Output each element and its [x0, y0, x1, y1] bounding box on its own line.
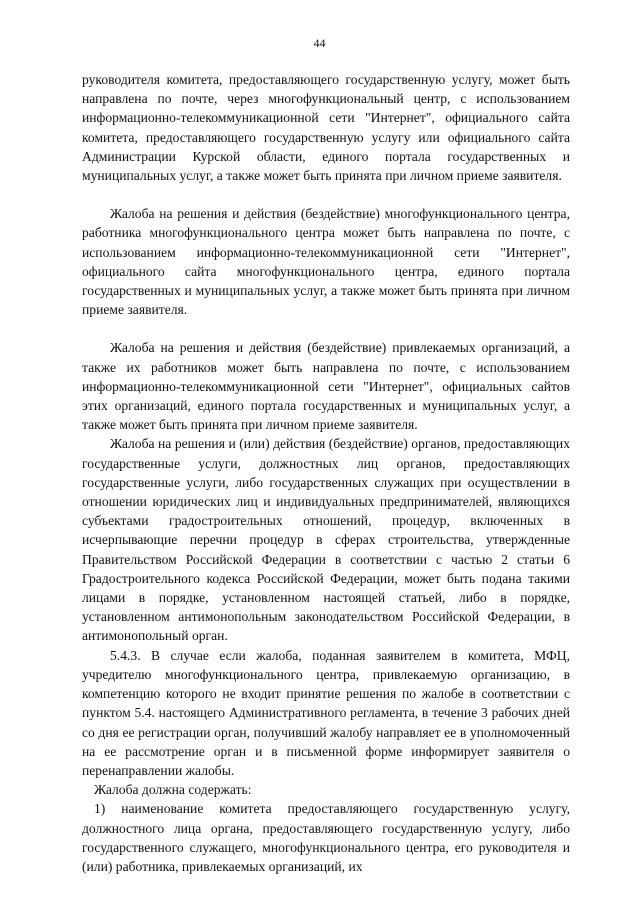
- paragraph-complaint-contents: Жалоба должна содержать:: [94, 782, 252, 798]
- page-number: 44: [313, 36, 326, 50]
- paragraph-complaint-urban-planning: Жалоба на решения и (или) действия (бездействие) органов, предоставляющих государственные услуги, должностных лиц органов, предоставляющих государственные услуги, либо государственных служащих при осуществлении в отношении юридических лиц и индивидуальных предпринимателей, являющихся субъектами градостроительных отношений, процедур, включенных в исчерпывающие перечни процедур в сферах строительства, утвержденные Правительством Российской Федерации в соответствии с частью 2 статьи 6 Градостроительного кодекса Российской Федерации, может быть подана такими лицами в порядке, установленном настоящей статьей, либо в порядке, установленном антимонопольным законодательством Российской Федерации, в антимонопольный орган.: [82, 436, 570, 644]
- paragraph-complaint-mfc: Жалоба на решения и действия (бездействие) многофункционального центра, работника многофункционального центра может быть направлена по почте, с использованием информационно-телекоммуникационной сети "Интернет", официального сайта многофункционального центра, единого портала государственных и муниципальных услуг, а также может быть принята при личном приеме заявителя.: [82, 206, 570, 318]
- paragraph-5-4-3: 5.4.3. В случае если жалоба, поданная заявителем в комитета, МФЦ, учредителю многофункционального центра, привлекаемую организацию, в компетенцию которого не входит принятие решения по жалобе в соответствии с пунктом 5.4. настоящего Административного регламента, в течение 3 рабочих дней со дня ее регистрации орган, получивший жалобу направляет ее в уполномоченный на ее рассмотрение орган и в письменной форме информирует заявителя о перенаправлении жалобы.: [82, 647, 570, 778]
- paragraph-item-1: 1) наименование комитета предоставляющего государственную услугу, должностного лица органа, предоставляющего государственную услугу, либо государственного служащего, многофункционального центра, его руководителя и (или) работника, привлекаемых организаций, их: [82, 801, 570, 874]
- paragraph-spacer: [82, 319, 570, 338]
- paragraph-complaint-committee-head: руководителя комитета, предоставляющего государственную услугу, может быть направлена по почте, через многофункциональный центр, с использованием информационно-телекоммуникационной сети "Интернет", официального сайта комитета, предоставляющего государственную услугу или официального сайта Администрации Курской области, единого портала государственных и муниципальных услуг, а также может быть принята при личном приеме заявителя.: [82, 72, 570, 184]
- paragraph-complaint-organizations: Жалоба на решения и действия (бездействие) привлекаемых организаций, а также их работников может быть направлена по почте, с использованием информационно-телекоммуникационной сети "Интернет", официальных сайтов этих организаций, единого портала государственных и муниципальных услуг, а также может быть принята при личном приеме заявителя.: [82, 340, 570, 433]
- paragraph-spacer: [82, 185, 570, 204]
- document-body: [82, 70, 570, 876]
